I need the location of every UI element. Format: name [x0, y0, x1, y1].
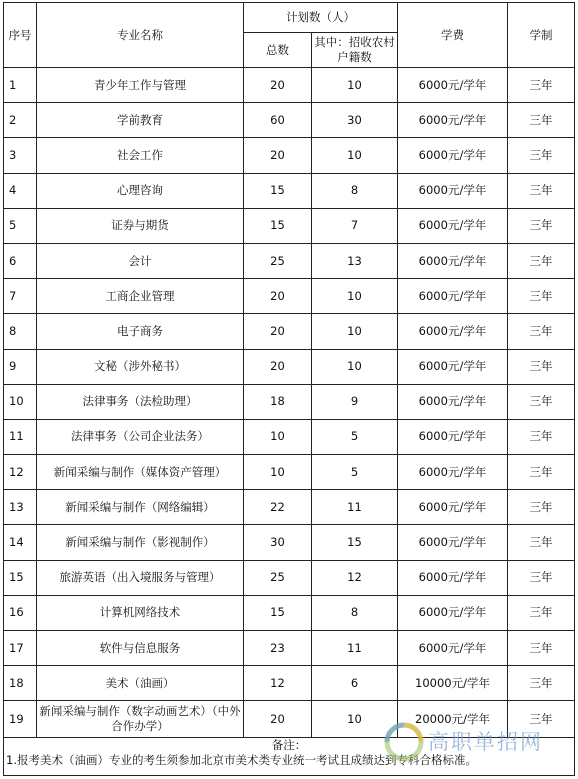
cell-major: 新闻采编与制作（影视制作） [37, 525, 244, 560]
cell-rural: 10 [312, 68, 398, 103]
cell-seq: 15 [4, 560, 37, 595]
cell-duration: 三年 [508, 103, 575, 138]
cell-total: 12 [244, 666, 312, 701]
enrollment-plan-table [3, 2, 575, 776]
cell-seq: 8 [4, 314, 37, 349]
cell-tuition: 6000元/学年 [398, 208, 508, 243]
watermark-text: 高职单招网 [428, 730, 543, 754]
cell-duration: 三年 [508, 525, 575, 560]
cell-major: 旅游英语（出入境服务与管理） [37, 560, 244, 595]
table-row [4, 314, 575, 349]
cell-duration: 三年 [508, 455, 575, 490]
cell-tuition: 6000元/学年 [398, 631, 508, 666]
table-row [4, 419, 575, 454]
cell-total: 20 [244, 138, 312, 173]
cell-major: 社会工作 [37, 138, 244, 173]
cell-total: 15 [244, 595, 312, 630]
cell-seq: 18 [4, 666, 37, 701]
table-row [4, 173, 575, 208]
cell-total: 20 [244, 68, 312, 103]
cell-duration: 三年 [508, 560, 575, 595]
table-row [4, 138, 575, 173]
cell-seq: 1 [4, 68, 37, 103]
cell-duration: 三年 [508, 314, 575, 349]
table-row [4, 279, 575, 314]
cell-tuition: 6000元/学年 [398, 595, 508, 630]
table-row [4, 560, 575, 595]
cell-tuition: 6000元/学年 [398, 68, 508, 103]
cell-major: 会计 [37, 243, 244, 278]
cell-tuition: 6000元/学年 [398, 314, 508, 349]
cell-tuition: 6000元/学年 [398, 560, 508, 595]
cell-total: 25 [244, 560, 312, 595]
cell-total: 20 [244, 314, 312, 349]
cell-rural: 10 [312, 314, 398, 349]
table-row [4, 525, 575, 560]
cell-total: 15 [244, 173, 312, 208]
cell-total: 20 [244, 279, 312, 314]
cell-total: 20 [244, 349, 312, 384]
header-duration: 学制 [508, 3, 575, 68]
cell-total: 23 [244, 631, 312, 666]
table-row [4, 631, 575, 666]
cell-total: 18 [244, 384, 312, 419]
table-row [4, 666, 575, 701]
cell-tuition: 6000元/学年 [398, 419, 508, 454]
cell-seq: 4 [4, 173, 37, 208]
cell-rural: 11 [312, 631, 398, 666]
table-row [4, 455, 575, 490]
cell-duration: 三年 [508, 631, 575, 666]
cell-total: 10 [244, 419, 312, 454]
table-row [4, 68, 575, 103]
cell-total: 25 [244, 243, 312, 278]
header-plan: 计划数（人） [244, 3, 398, 33]
cell-seq: 9 [4, 349, 37, 384]
cell-rural: 12 [312, 560, 398, 595]
cell-rural: 5 [312, 419, 398, 454]
cell-seq: 14 [4, 525, 37, 560]
cell-major: 美术（油画） [37, 666, 244, 701]
header-tuition: 学费 [398, 3, 508, 68]
cell-tuition: 6000元/学年 [398, 525, 508, 560]
cell-seq: 13 [4, 490, 37, 525]
cell-tuition: 6000元/学年 [398, 243, 508, 278]
table-row [4, 384, 575, 419]
note-line: 1.报考美术（油画）专业的考生须参加北京市美术类专业统一考试且成绩达到专科合格标准。 [6, 753, 477, 768]
cell-major: 新闻采编与制作（网络编辑） [37, 490, 244, 525]
table-row [4, 103, 575, 138]
cell-seq: 19 [4, 701, 37, 738]
cell-duration: 三年 [508, 349, 575, 384]
cell-rural: 5 [312, 455, 398, 490]
cell-major: 软件与信息服务 [37, 631, 244, 666]
cell-seq: 17 [4, 631, 37, 666]
cell-tuition: 6000元/学年 [398, 349, 508, 384]
cell-duration: 三年 [508, 490, 575, 525]
cell-rural: 30 [312, 103, 398, 138]
cell-duration: 三年 [508, 68, 575, 103]
cell-major: 证券与期货 [37, 208, 244, 243]
cell-seq: 5 [4, 208, 37, 243]
cell-major: 青少年工作与管理 [37, 68, 244, 103]
cell-duration: 三年 [508, 208, 575, 243]
cell-total: 60 [244, 103, 312, 138]
cell-tuition: 6000元/学年 [398, 279, 508, 314]
cell-total: 15 [244, 208, 312, 243]
cell-seq: 16 [4, 595, 37, 630]
cell-total: 30 [244, 525, 312, 560]
cell-tuition: 6000元/学年 [398, 103, 508, 138]
header-seq: 序号 [4, 3, 37, 68]
cell-tuition: 6000元/学年 [398, 455, 508, 490]
cell-major: 工商企业管理 [37, 279, 244, 314]
cell-duration: 三年 [508, 138, 575, 173]
header-rural: 其中：招收农村户籍数 [312, 33, 398, 68]
cell-major: 新闻采编与制作（媒体资产管理） [37, 455, 244, 490]
cell-rural: 11 [312, 490, 398, 525]
header-major: 专业名称 [37, 3, 244, 68]
cell-total: 10 [244, 455, 312, 490]
cell-major: 学前教育 [37, 103, 244, 138]
cell-seq: 11 [4, 419, 37, 454]
cell-total: 20 [244, 701, 312, 738]
cell-rural: 8 [312, 595, 398, 630]
cell-rural: 10 [312, 279, 398, 314]
table-row [4, 595, 575, 630]
cell-rural: 8 [312, 173, 398, 208]
cell-seq: 6 [4, 243, 37, 278]
cell-duration: 三年 [508, 595, 575, 630]
cell-seq: 7 [4, 279, 37, 314]
cell-major: 文秘（涉外秘书） [37, 349, 244, 384]
cell-duration: 三年 [508, 173, 575, 208]
cell-rural: 7 [312, 208, 398, 243]
header-total: 总数 [244, 33, 312, 68]
cell-rural: 9 [312, 384, 398, 419]
cell-major: 新闻采编与制作（数字动画艺术）（中外合作办学） [37, 701, 244, 738]
cell-tuition: 10000元/学年 [398, 666, 508, 701]
cell-total: 22 [244, 490, 312, 525]
cell-major: 心理咨询 [37, 173, 244, 208]
cell-duration: 三年 [508, 419, 575, 454]
cell-tuition: 6000元/学年 [398, 173, 508, 208]
cell-tuition: 6000元/学年 [398, 138, 508, 173]
table-row [4, 208, 575, 243]
cell-seq: 2 [4, 103, 37, 138]
note-row [4, 738, 575, 776]
cell-seq: 10 [4, 384, 37, 419]
cell-rural: 10 [312, 138, 398, 173]
cell-seq: 12 [4, 455, 37, 490]
cell-rural: 15 [312, 525, 398, 560]
table-row [4, 349, 575, 384]
cell-duration: 三年 [508, 701, 575, 738]
cell-major: 法律事务（公司企业法务） [37, 419, 244, 454]
cell-tuition: 20000元/学年 [398, 701, 508, 738]
cell-rural: 10 [312, 349, 398, 384]
cell-tuition: 6000元/学年 [398, 384, 508, 419]
cell-rural: 6 [312, 666, 398, 701]
table-row [4, 490, 575, 525]
cell-tuition: 6000元/学年 [398, 490, 508, 525]
note-cell [4, 738, 575, 776]
cell-major: 计算机网络技术 [37, 595, 244, 630]
cell-duration: 三年 [508, 666, 575, 701]
note-title: 备注： [271, 738, 307, 753]
cell-duration: 三年 [508, 243, 575, 278]
cell-rural: 13 [312, 243, 398, 278]
cell-duration: 三年 [508, 384, 575, 419]
table-row [4, 243, 575, 278]
cell-duration: 三年 [508, 279, 575, 314]
cell-rural: 10 [312, 701, 398, 738]
cell-major: 电子商务 [37, 314, 244, 349]
cell-seq: 3 [4, 138, 37, 173]
header-row-1 [4, 3, 575, 33]
cell-major: 法律事务（法检助理） [37, 384, 244, 419]
table-row [4, 701, 575, 738]
